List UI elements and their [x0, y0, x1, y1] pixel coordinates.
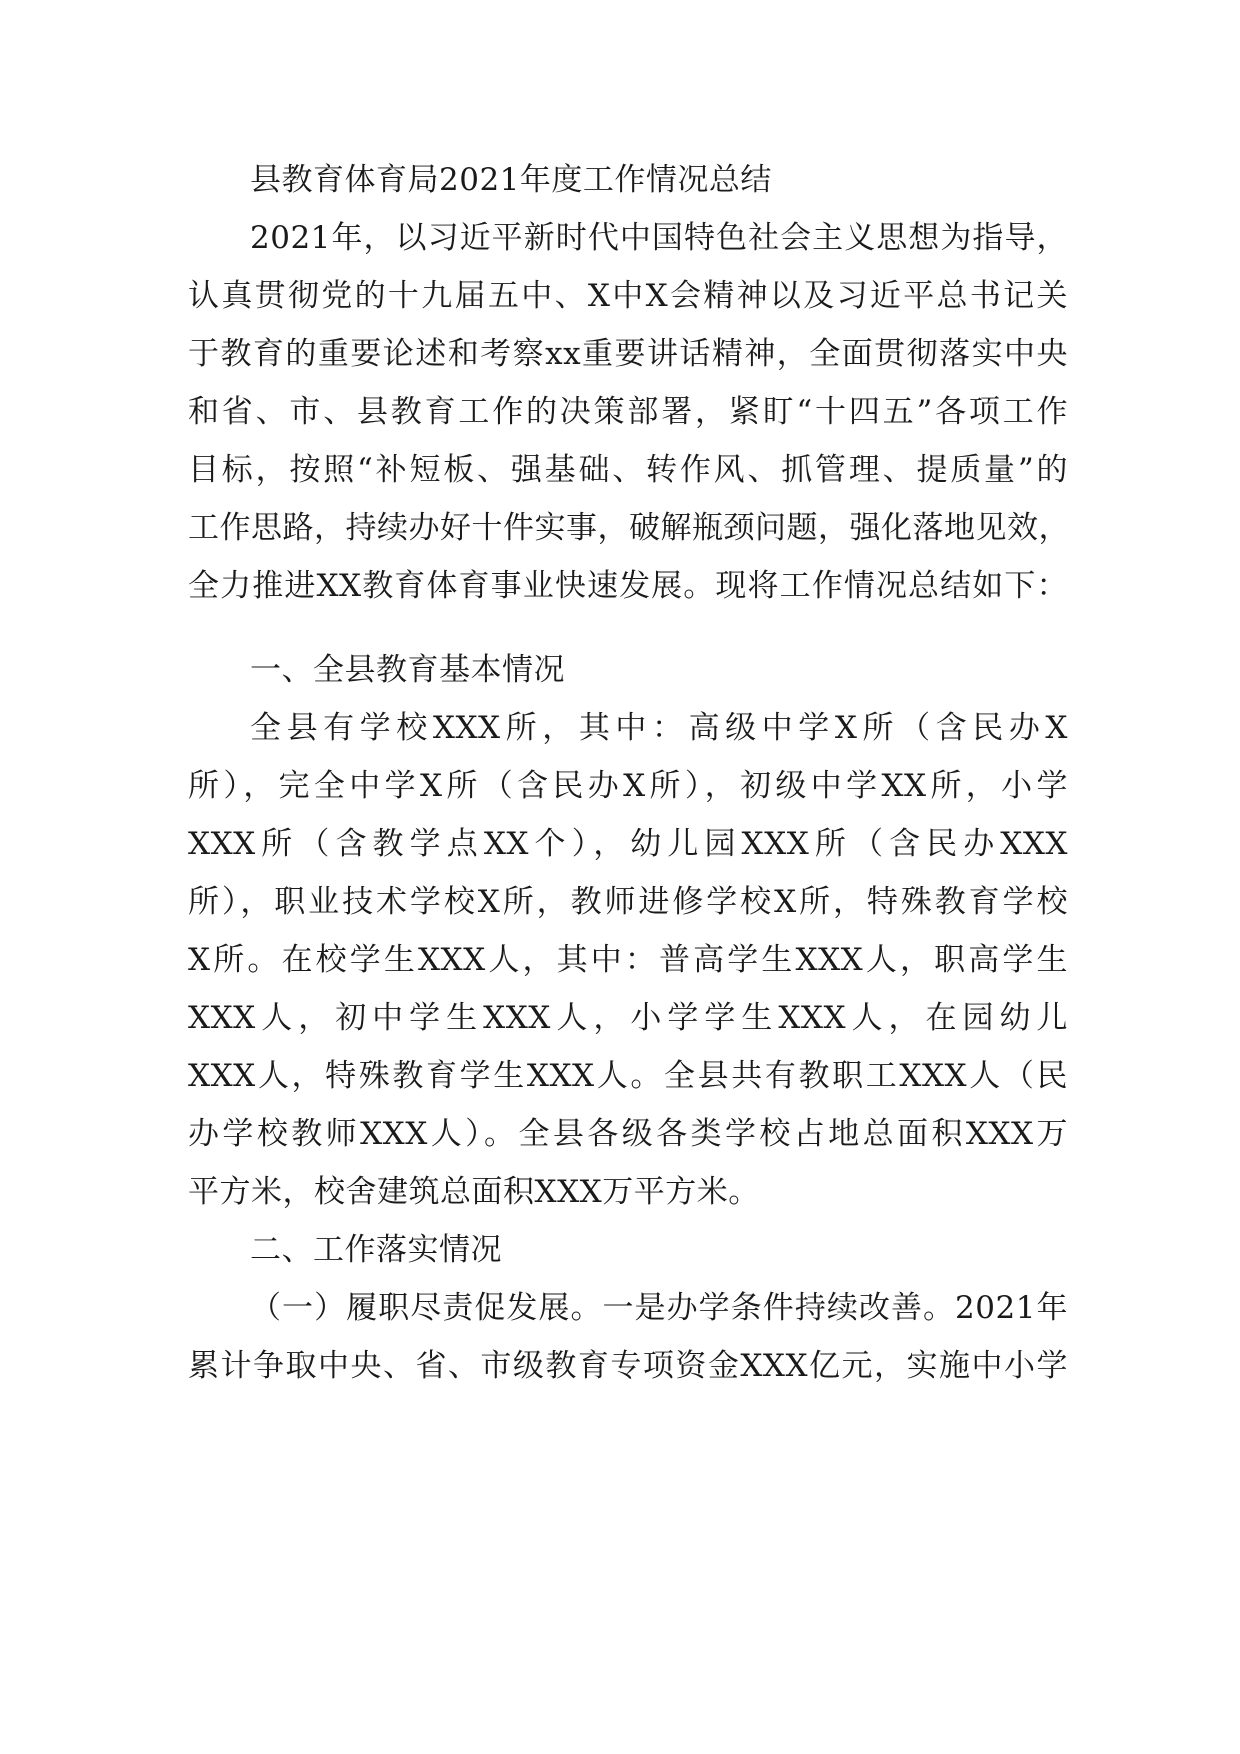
intro-line-1: 2021年，以习近平新时代中国特色社会主义思想为指导， [250, 220, 1068, 256]
section-1-heading: 一、全县教育基本情况 [250, 652, 565, 688]
section-1-line-8: 办学校教师XXX人）。全县各级各类学校占地总面积XXX万 [188, 1116, 1068, 1152]
intro-line-7: 全力推进XX教育体育事业快速发展。现将工作情况总结如下： [188, 568, 1068, 604]
section-1-line-7: XXX人，特殊教育学生XXX人。全县共有教职工XXX人（民 [188, 1058, 1068, 1094]
intro-line-4: 和省、市、县教育工作的决策部署，紧盯“十四五”各项工作 [188, 394, 1068, 430]
section-1-line-6: XXX人，初中学生XXX人，小学学生XXX人，在园幼儿 [188, 1000, 1068, 1036]
intro-line-5: 目标，按照“补短板、强基础、转作风、抓管理、提质量”的 [188, 452, 1068, 488]
section-1-line-1: 全县有学校XXX所，其中：高级中学X所（含民办X [250, 710, 1068, 746]
section-1-line-3: XXX所（含教学点XX个），幼儿园XXX所（含民办XXX [188, 826, 1068, 862]
document-title: 县教育体育局2021年度工作情况总结 [250, 162, 772, 198]
section-1-line-4: 所），职业技术学校X所，教师进修学校X所，特殊教育学校 [188, 884, 1068, 920]
section-1-line-9: 平方米，校舍建筑总面积XXX万平方米。 [188, 1174, 760, 1210]
section-2-heading: 二、工作落实情况 [250, 1232, 502, 1268]
section-2-line-1: （一）履职尽责促发展。一是办学条件持续改善。2021年 [250, 1290, 1068, 1326]
intro-line-3: 于教育的重要论述和考察xx重要讲话精神，全面贯彻落实中央 [188, 336, 1068, 372]
intro-line-6: 工作思路，持续办好十件实事，破解瓶颈问题，强化落地见效， [188, 510, 1070, 546]
section-1-line-2: 所），完全中学X所（含民办X所），初级中学XX所，小学 [188, 768, 1068, 804]
section-2-line-2: 累计争取中央、省、市级教育专项资金XXX亿元，实施中小学 [188, 1348, 1068, 1384]
section-1-line-5: X所。在校学生XXX人，其中：普高学生XXX人，职高学生 [188, 942, 1068, 978]
intro-line-2: 认真贯彻党的十九届五中、X中X会精神以及习近平总书记关 [188, 278, 1068, 314]
